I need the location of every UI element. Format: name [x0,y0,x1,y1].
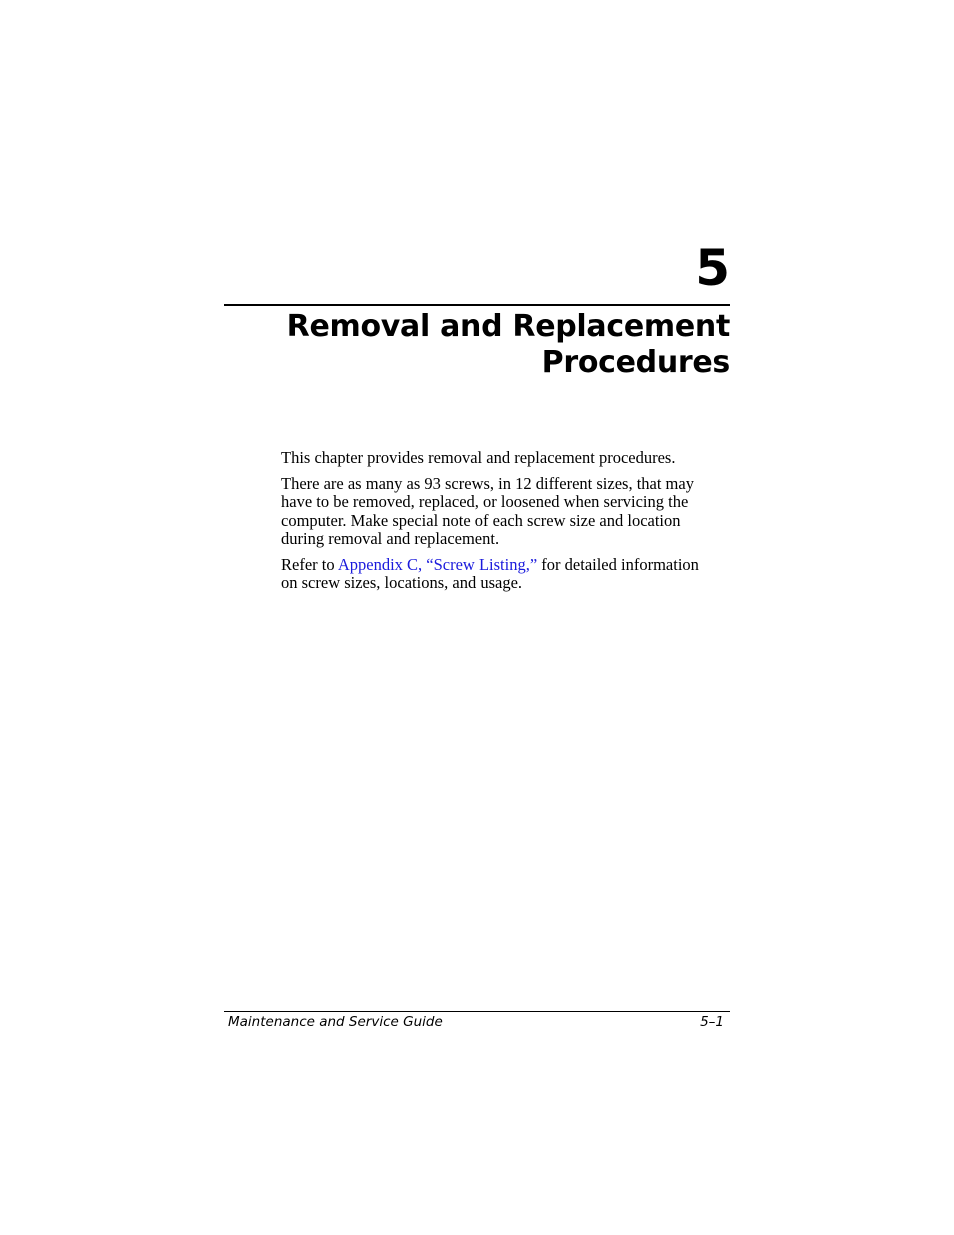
screws-paragraph-line-3: computer. Make special note of each screw size and location [281,510,681,530]
intro-paragraph: This chapter provides removal and replacement procedures. [281,448,676,467]
chapter-title [210,309,730,381]
reference-prefix: Refer to [281,554,338,574]
chapter-rule [224,304,730,306]
screws-paragraph [281,475,731,549]
reference-paragraph [281,556,731,593]
footer-guide-title: Maintenance and Service Guide [228,1014,443,1030]
reference-line-2: on screw sizes, locations, and usage. [281,573,523,592]
chapter-title-line-1: Removal and Replacement [286,309,730,344]
reference-suffix: for detailed information [537,554,699,574]
screws-paragraph-line-4: during removal and replacement. [281,529,500,548]
body-text [281,449,731,600]
screws-paragraph-line-2: have to be removed, replaced, or loosened when servicing the [281,492,689,511]
appendix-c-link[interactable]: Appendix C, “Screw Listing,” [337,554,538,574]
chapter-title-line-2: Procedures [541,345,730,380]
screws-paragraph-line-1: There are as many as 93 screws, in 12 different sizes, that may [281,473,694,493]
chapter-number: 5 [695,239,730,297]
footer-rule [224,1011,730,1012]
footer-page-number: 5–1 [700,1014,724,1030]
